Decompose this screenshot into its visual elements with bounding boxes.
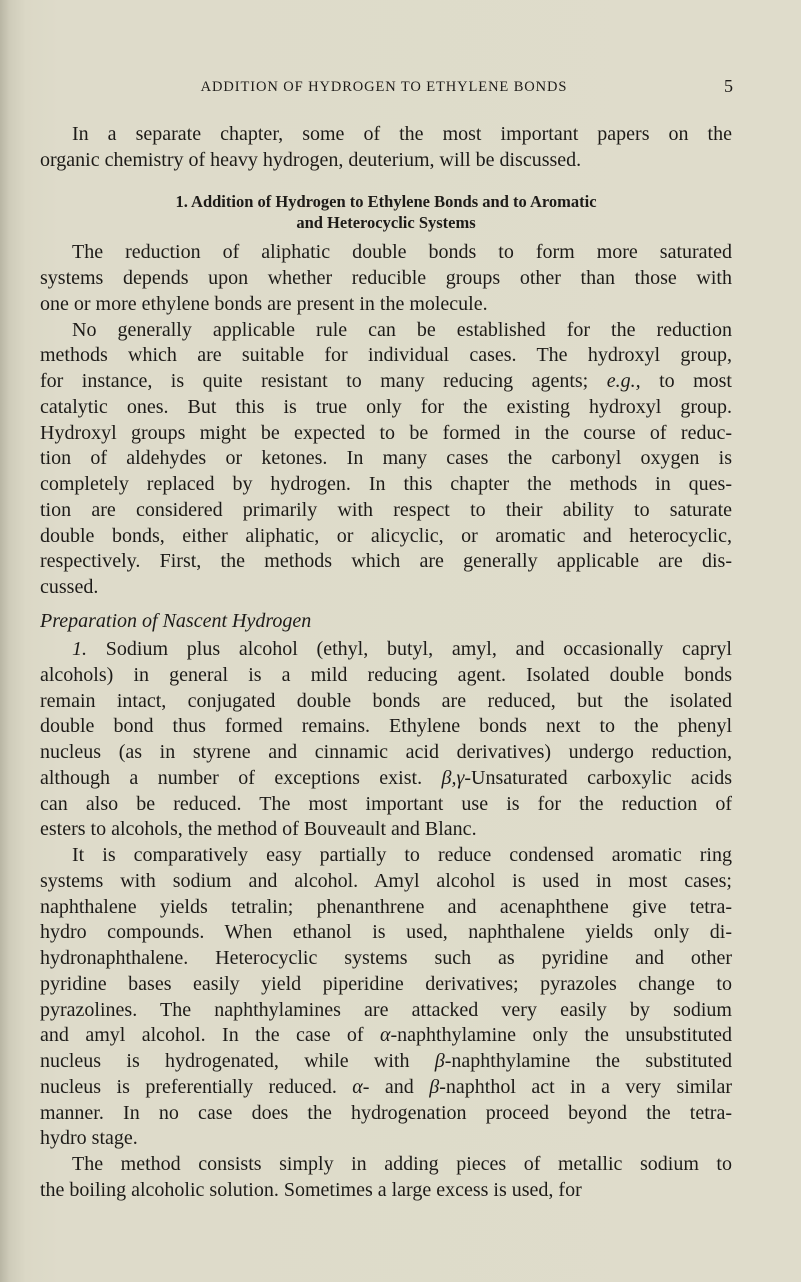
- text-segment: Preparation of Nascent Hydrogen: [40, 610, 312, 632]
- text-segment: esters to alcohols, the method of Bouveault and Blanc.: [40, 818, 477, 841]
- text-line: [40, 843, 732, 869]
- text-segment: Hydroxyl groups might be expected to be formed in the course of reduc-: [40, 421, 732, 444]
- subheading-nascent-hydrogen: [40, 609, 732, 635]
- italic-text: β: [429, 1075, 440, 1098]
- text-segment: nucleus is preferentially reduced.: [40, 1075, 353, 1098]
- text-line: [40, 920, 732, 946]
- text-segment: one or more ethylene bonds are present in the molecule.: [40, 292, 488, 315]
- text-line: [40, 895, 732, 921]
- text-line: [40, 1126, 732, 1152]
- text-line: [40, 663, 732, 689]
- text-line: [40, 191, 732, 212]
- text-line: [40, 369, 732, 395]
- text-line: [40, 1152, 732, 1178]
- text-line: [40, 766, 732, 792]
- text-segment: systems with sodium and alcohol. Amyl alcohol is used in most cases;: [40, 869, 732, 892]
- text-line: [40, 792, 732, 818]
- text-line: [40, 1023, 732, 1049]
- running-header: ADDITION OF HYDROGEN TO ETHYLENE BONDS: [200, 79, 568, 95]
- text-line: [40, 972, 732, 998]
- text-line: [40, 575, 732, 601]
- text-segment: and amyl alcohol. In the case of: [40, 1024, 380, 1047]
- text-line: [40, 1101, 732, 1127]
- text-line: [40, 472, 732, 498]
- paragraph-general-rule: [40, 318, 732, 601]
- text-line: [40, 421, 732, 447]
- text-segment: In a separate chapter, some of the most important papers on the: [72, 123, 732, 145]
- text-segment: -naphthylamine the substituted: [444, 1050, 732, 1072]
- text-segment: -naphthylamine only the unsubstituted: [390, 1024, 732, 1047]
- text-line: [40, 446, 732, 472]
- text-segment: hydronaphthalene. Heterocyclic systems such as pyridine and other: [40, 947, 732, 969]
- text-segment: - and: [362, 1075, 430, 1098]
- text-line: [40, 1178, 732, 1204]
- italic-text: β,γ: [441, 766, 465, 789]
- text-line: [40, 148, 732, 174]
- text-line: [40, 266, 732, 292]
- text-line: [40, 1075, 732, 1101]
- text-segment: systems depends upon whether reducible groups other than those with: [40, 266, 732, 289]
- section-heading: [40, 191, 732, 233]
- text-line: [40, 1049, 732, 1075]
- text-segment: double bond thus formed remains. Ethylene bonds next to the phenyl: [40, 715, 732, 738]
- text-segment: Sodium plus alcohol (ethyl, butyl, amyl, and occasionally capryl: [87, 638, 732, 660]
- paragraph-method: [40, 1152, 732, 1204]
- text-segment: The method consists simply in adding pieces of metallic sodium to: [72, 1153, 732, 1175]
- text-line: [40, 609, 732, 635]
- text-segment: The reduction of aliphatic double bonds to form more saturated: [72, 241, 732, 263]
- text-segment: for instance, is quite resistant to many reducing agents;: [40, 370, 607, 392]
- text-segment: hydro compounds. When ethanol is used, naphthalene yields only di-: [40, 921, 732, 944]
- italic-text: α: [380, 1024, 391, 1047]
- italic-text: α: [352, 1075, 363, 1098]
- text-line: [40, 343, 732, 369]
- text-line: [40, 212, 732, 233]
- text-segment: can also be reduced. The most important use is for the reduction of: [40, 792, 732, 815]
- text-segment: nucleus (as in styrene and cinnamic acid derivatives) undergo reduction,: [40, 741, 732, 763]
- paragraph-aromatic-ring: [40, 843, 732, 1152]
- text-segment: tion are considered primarily with respect to their ability to saturate: [40, 498, 732, 521]
- text-segment: methods which are suitable for individual cases. The hydroxyl group,: [40, 344, 732, 367]
- italic-text: β: [434, 1050, 445, 1072]
- text-line: [40, 240, 732, 266]
- text-line: [40, 689, 732, 715]
- text-segment: although a number of exceptions exist.: [40, 766, 442, 789]
- text-line: [40, 869, 732, 895]
- paragraph-sodium-alcohol: [40, 637, 732, 843]
- text-segment: manner. In no case does the hydrogenation proceed beyond the tetra-: [40, 1101, 732, 1124]
- text-segment: alcohols) in general is a mild reducing agent. Isolated double bonds: [40, 663, 732, 686]
- text-line: [40, 714, 732, 740]
- text-segment: to most: [640, 370, 732, 392]
- text-line: [40, 292, 732, 318]
- text-line: [40, 498, 732, 524]
- text-segment: -naphthol act in a very similar: [439, 1075, 732, 1098]
- text-line: [40, 318, 732, 344]
- paragraph-reduction: [40, 240, 732, 317]
- text-segment: pyrazolines. The naphthylamines are attacked very easily by sodium: [40, 998, 732, 1021]
- text-segment: No generally applicable rule can be established for the reduction: [72, 318, 732, 341]
- text-line: [40, 637, 732, 663]
- text-line: [40, 946, 732, 972]
- text-segment: tion of aldehydes or ketones. In many cases the carbonyl oxygen is: [40, 447, 732, 470]
- text-line: [40, 549, 732, 575]
- text-segment: cussed.: [40, 576, 99, 598]
- italic-text: e.g.,: [606, 370, 641, 392]
- intro-paragraph: [40, 122, 732, 174]
- text-segment: pyridine bases easily yield piperidine derivatives; pyrazoles change to: [40, 972, 732, 995]
- text-line: [40, 524, 732, 550]
- text-segment: respectively. First, the methods which are generally applicable are dis-: [40, 550, 732, 573]
- text-segment: completely replaced by hydrogen. In this chapter the methods in ques-: [40, 473, 732, 495]
- italic-text: 1.: [72, 638, 87, 660]
- text-segment: naphthalene yields tetralin; phenanthrene and acenaphthene give tetra-: [40, 895, 732, 918]
- text-segment: the boiling alcoholic solution. Sometimes a large excess is used, for: [40, 1178, 582, 1201]
- text-line: [40, 740, 732, 766]
- text-segment: and Heterocyclic Systems: [296, 213, 476, 232]
- text-line: [40, 817, 732, 843]
- text-segment: catalytic ones. But this is true only for the existing hydroxyl group.: [40, 395, 732, 418]
- page-number: 5: [724, 76, 733, 96]
- text-line: [40, 395, 732, 421]
- text-segment: remain intact, conjugated double bonds are reduced, but the isolated: [40, 689, 732, 712]
- text-line: [40, 998, 732, 1024]
- text-segment: hydro stage.: [40, 1127, 138, 1150]
- text-segment: It is comparatively easy partially to reduce condensed aromatic ring: [72, 844, 732, 866]
- text-line: [40, 122, 732, 148]
- text-segment: organic chemistry of heavy hydrogen, deuterium, will be discussed.: [40, 148, 582, 171]
- text-segment: 1. Addition of Hydrogen to Ethylene Bonds and to Aromatic: [175, 192, 597, 211]
- text-segment: -Unsaturated carboxylic acids: [464, 766, 732, 789]
- text-segment: nucleus is hydrogenated, while with: [40, 1050, 435, 1072]
- text-segment: double bonds, either aliphatic, or alicyclic, or aromatic and heterocyclic,: [40, 524, 732, 547]
